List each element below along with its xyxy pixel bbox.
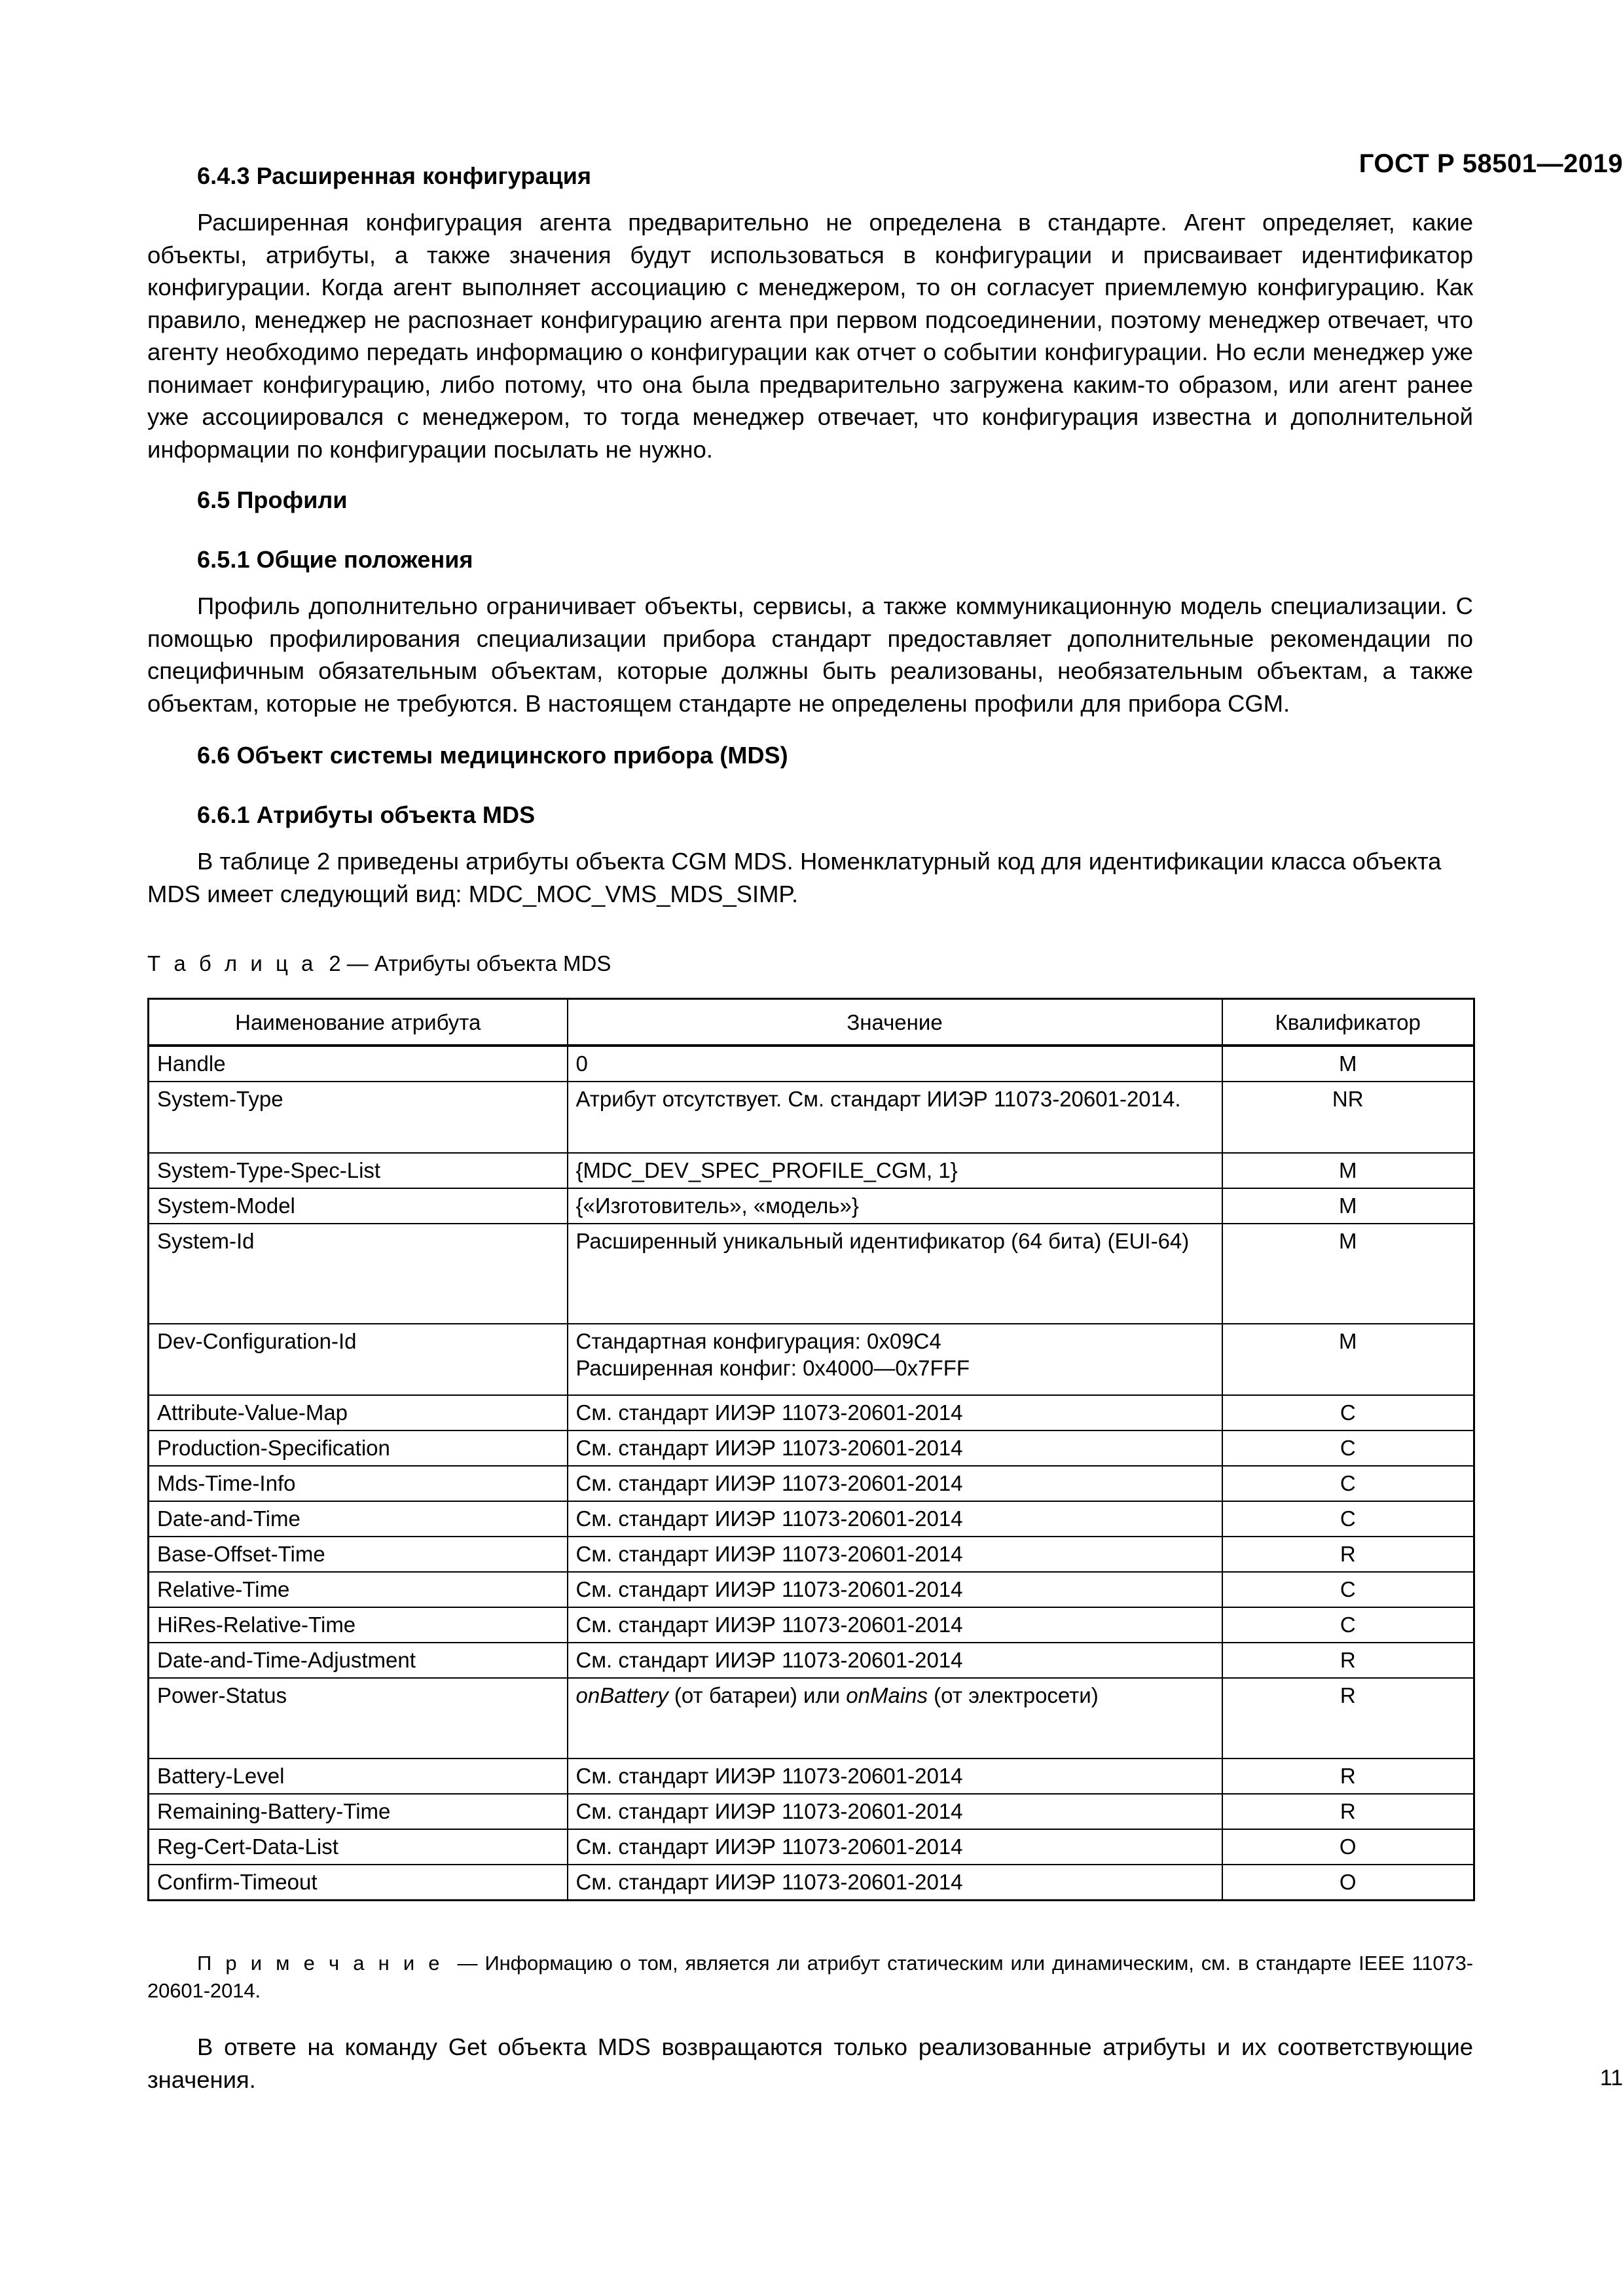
cell-attribute-name: Confirm-Timeout (149, 1865, 568, 1901)
cell-qualifier: NR (1222, 1082, 1474, 1153)
table-row (149, 1572, 1474, 1607)
cell-value: См. стандарт ИИЭР 11073-20601-2014 (568, 1829, 1222, 1865)
cell-value: См. стандарт ИИЭР 11073-20601-2014 (568, 1466, 1222, 1501)
table-caption-dash: — (346, 951, 369, 975)
cell-attribute-name: Battery-Level (149, 1758, 568, 1794)
cell-value: Атрибут отсутствует. См. стандарт ИИЭР 11073-20601-2014. (568, 1082, 1222, 1153)
closing-paragraph: В ответе на команду Get объекта MDS возвращаются только реализованные атрибуты и их соответствующие значения. (147, 2033, 1473, 2093)
heading-6-4-3: 6.4.3 Расширенная конфигурация (197, 162, 592, 189)
cell-value: 0 (568, 1046, 1222, 1082)
cell-value: См. стандарт ИИЭР 11073-20601-2014 (568, 1607, 1222, 1643)
cell-value: См. стандарт ИИЭР 11073-20601-2014 (568, 1865, 1222, 1901)
cell-qualifier: M (1222, 1046, 1474, 1082)
column-header-attribute-name: Наименование атрибута (149, 999, 568, 1046)
cell-attribute-name: Reg-Cert-Data-List (149, 1829, 568, 1865)
cell-value: onBattery (от батареи) или onMains (от электросети) (568, 1678, 1222, 1758)
cell-attribute-name: Dev-Configuration-Id (149, 1324, 568, 1395)
cell-attribute-name: System-Model (149, 1188, 568, 1224)
cell-value: См. стандарт ИИЭР 11073-20601-2014 (568, 1430, 1222, 1466)
heading-6-5-1: 6.5.1 Общие положения (197, 546, 473, 573)
table-row (149, 1537, 1474, 1572)
cell-value: {MDC_DEV_SPEC_PROFILE_CGM, 1} (568, 1153, 1222, 1188)
cell-qualifier: C (1222, 1501, 1474, 1537)
table-row (149, 1643, 1474, 1678)
cell-qualifier: M (1222, 1188, 1474, 1224)
page-number: 11 (1599, 2066, 1623, 2090)
table-caption (147, 951, 1473, 977)
document-header-standard-number: ГОСТ Р 58501—2019 (1359, 149, 1623, 178)
cell-qualifier: O (1222, 1865, 1474, 1901)
table-row (149, 1794, 1474, 1829)
cell-qualifier: M (1222, 1153, 1474, 1188)
cell-attribute-name: Power-Status (149, 1678, 568, 1758)
cell-qualifier: C (1222, 1395, 1474, 1430)
table-row (149, 1395, 1474, 1430)
cell-qualifier: C (1222, 1572, 1474, 1607)
cell-attribute-name: Base-Offset-Time (149, 1537, 568, 1572)
cell-attribute-name: Handle (149, 1046, 568, 1082)
table-caption-label: Т а б л и ц а (147, 951, 317, 975)
cell-value: См. стандарт ИИЭР 11073-20601-2014 (568, 1501, 1222, 1537)
cell-qualifier: C (1222, 1607, 1474, 1643)
heading-6-5: 6.5 Профили (197, 486, 348, 513)
cell-qualifier: C (1222, 1466, 1474, 1501)
page-content (147, 161, 1473, 2096)
heading-6-6-1: 6.6.1 Атрибуты объекта MDS (197, 801, 536, 828)
cell-value: См. стандарт ИИЭР 11073-20601-2014 (568, 1395, 1222, 1430)
paragraph-6-6-1: В таблице 2 приведены атрибуты объекта CGM MDS. Номенклатурный код для идентификации класса объекта MDS имеет следующий вид: MDC_MOC_VMS_MDS_SIMP. (147, 848, 1442, 907)
table-row (149, 1758, 1474, 1794)
cell-attribute-name: Date-and-Time-Adjustment (149, 1643, 568, 1678)
cell-attribute-name: Mds-Time-Info (149, 1466, 568, 1501)
table-row (149, 1430, 1474, 1466)
table-body (149, 1046, 1474, 1901)
table-row (149, 1466, 1474, 1501)
table-row (149, 1324, 1474, 1395)
cell-value: Стандартная конфигурация: 0x09C4 Расширенная конфиг: 0x4000—0x7FFF (568, 1324, 1222, 1395)
heading-6-6: 6.6 Объект системы медицинского прибора (MDS) (197, 742, 788, 769)
note-label: П р и м е ч а н и е (197, 1952, 443, 1975)
cell-attribute-name: System-Type-Spec-List (149, 1153, 568, 1188)
cell-qualifier: R (1222, 1678, 1474, 1758)
column-header-qualifier: Квалификатор (1222, 999, 1474, 1046)
cell-value: Расширенный уникальный идентификатор (64 бита) (EUI-64) (568, 1224, 1222, 1324)
cell-attribute-name: Relative-Time (149, 1572, 568, 1607)
cell-qualifier: M (1222, 1324, 1474, 1395)
note-dash: — (457, 1952, 478, 1975)
cell-qualifier: R (1222, 1643, 1474, 1678)
cell-attribute-name: System-Type (149, 1082, 568, 1153)
table-row (149, 1224, 1474, 1324)
cell-attribute-name: Attribute-Value-Map (149, 1395, 568, 1430)
paragraph-6-5-1: Профиль дополнительно ограничивает объекты, сервисы, а также коммуникационную модель специализации. С помощью профилирования специализации прибора стандарт предоставляет дополнительные рекомендации по специфичным обязательным объектам, которые должны быть реализованы, необязательным объектам, а также объектам, которые не требуются. В настоящем стандарте не определены профили для прибора CGM. (147, 592, 1473, 717)
cell-qualifier: R (1222, 1537, 1474, 1572)
cell-qualifier: M (1222, 1224, 1474, 1324)
cell-attribute-name: Date-and-Time (149, 1501, 568, 1537)
cell-qualifier: R (1222, 1794, 1474, 1829)
table-row (149, 1678, 1474, 1758)
cell-value: {«Изготовитель», «модель»} (568, 1188, 1222, 1224)
cell-value: См. стандарт ИИЭР 11073-20601-2014 (568, 1572, 1222, 1607)
table-row (149, 1501, 1474, 1537)
paragraph-6-4-3: Расширенная конфигурация агента предварительно не определена в стандарте. Агент определяет, какие объекты, атрибуты, а также значения будут использоваться в конфигурации и присваивает идентификатор конфигурации. Когда агент выполняет ассоциацию с менеджером, то он согласует приемлемую конфигурацию. Как правило, менеджер не распознает конфигурацию агента при первом подсоединении, поэтому менеджер отвечает, что агенту необходимо передать информацию о конфигурации как отчет о событии конфигурации. Но если менеджер уже понимает конфигурацию, либо потому, что она была предварительно загружена каким-то образом, или агент ранее уже ассоциировался с менеджером, то тогда менеджер отвечает, что конфигурация известна и дополнительной информации по конфигурации посылать не нужно. (147, 209, 1473, 463)
table-row (149, 1153, 1474, 1188)
table-note (147, 1950, 1473, 2005)
cell-attribute-name: HiRes-Relative-Time (149, 1607, 568, 1643)
table-row (149, 1607, 1474, 1643)
table-row (149, 1082, 1474, 1153)
cell-qualifier: C (1222, 1430, 1474, 1466)
table-caption-number: 2 (329, 951, 341, 975)
cell-attribute-name: Production-Specification (149, 1430, 568, 1466)
cell-attribute-name: Remaining-Battery-Time (149, 1794, 568, 1829)
cell-attribute-name: System-Id (149, 1224, 568, 1324)
mds-attributes-table (147, 998, 1475, 1901)
cell-qualifier: O (1222, 1829, 1474, 1865)
cell-value: См. стандарт ИИЭР 11073-20601-2014 (568, 1794, 1222, 1829)
table-head (149, 999, 1474, 1046)
table-row (149, 1865, 1474, 1901)
table-row (149, 1188, 1474, 1224)
column-header-value: Значение (568, 999, 1222, 1046)
cell-value: См. стандарт ИИЭР 11073-20601-2014 (568, 1758, 1222, 1794)
table-header-row (149, 999, 1474, 1046)
cell-value: См. стандарт ИИЭР 11073-20601-2014 (568, 1537, 1222, 1572)
note-text: Информацию о том, является ли атрибут статическим или динамическим, см. в стандарте IEEE 11073-20601-2014. (147, 1952, 1473, 2002)
cell-value: См. стандарт ИИЭР 11073-20601-2014 (568, 1643, 1222, 1678)
table-row (149, 1829, 1474, 1865)
table-row (149, 1046, 1474, 1082)
table-caption-title: Атрибуты объекта MDS (374, 951, 611, 975)
cell-qualifier: R (1222, 1758, 1474, 1794)
